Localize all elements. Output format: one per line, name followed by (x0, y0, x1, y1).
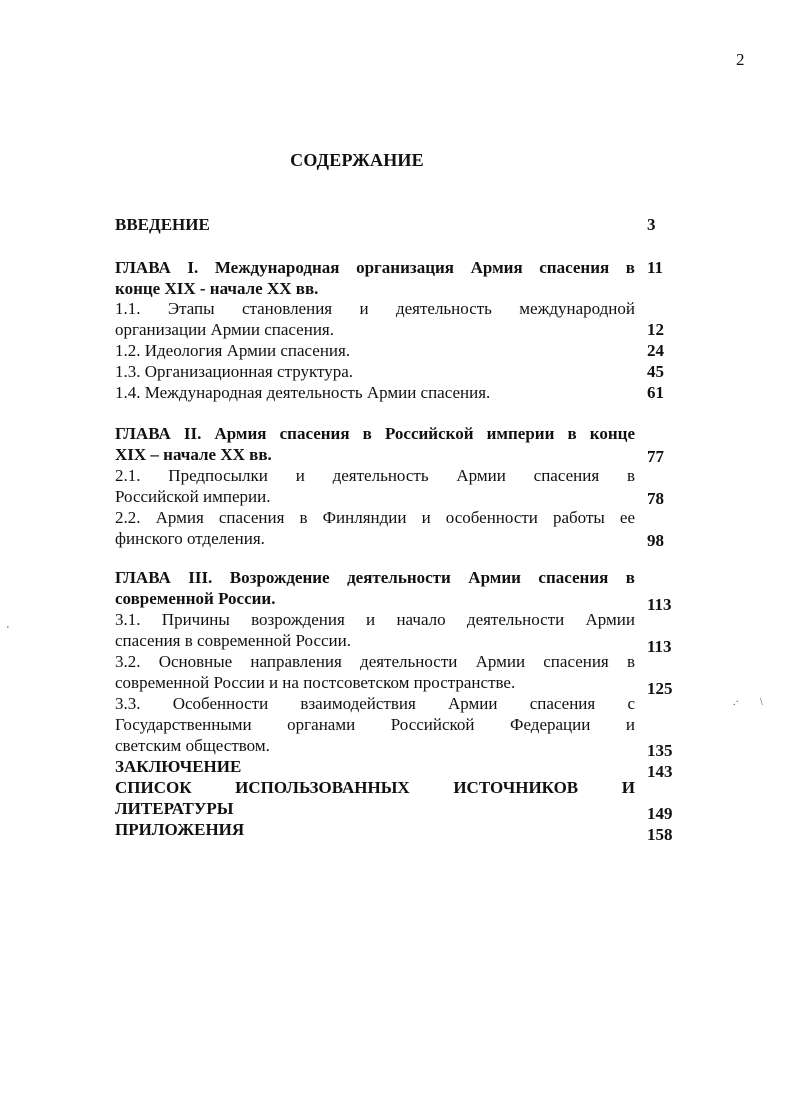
toc-chapter2-title-line1: ГЛАВА II. Армия спасения в Российской империи в конце (115, 424, 635, 443)
toc-sources-line1: СПИСОК ИСПОЛЬЗОВАННЫХ ИСТОЧНИКОВ И (115, 778, 635, 797)
toc-section-3-3-line3: светским обществом. (115, 736, 270, 755)
toc-chapter2-title-line2: XIX – начале XX вв. (115, 445, 272, 464)
toc-intro-label: ВВЕДЕНИЕ (115, 215, 210, 234)
toc-section-3-2-page: 125 (647, 679, 673, 698)
toc-section-3-3-page: 135 (647, 741, 673, 760)
toc-section-3-2-line1: 3.2. Основные направления деятельности Армии спасения в (115, 652, 635, 671)
toc-section-1-1-page: 12 (647, 320, 664, 339)
toc-section-1-4: 1.4. Международная деятельность Армии спасения. (115, 383, 491, 402)
toc-sources-page: 149 (647, 804, 673, 823)
toc-conclusion-page: 143 (647, 762, 673, 781)
toc-section-1-1-line2: организации Армии спасения. (115, 320, 334, 339)
toc-appendix-page: 158 (647, 825, 673, 844)
toc-section-2-1-line2: Российской империи. (115, 487, 271, 506)
toc-section-1-2-page: 24 (647, 341, 664, 360)
toc-section-3-2-line2: современной России и на постсоветском пространстве. (115, 673, 516, 692)
toc-section-3-1-line2: спасения в современной России. (115, 631, 351, 650)
scan-speck: \ (760, 697, 763, 708)
toc-appendix-label: ПРИЛОЖЕНИЯ (115, 820, 245, 839)
toc-intro-page: 3 (647, 215, 656, 234)
toc-chapter1-title-line2: конце XIX - начале XX вв. (115, 279, 319, 298)
toc-section-2-2-line1: 2.2. Армия спасения в Финляндии и особенности работы ее (115, 508, 635, 527)
page-title: СОДЕРЖАНИЕ (290, 150, 424, 170)
toc-section-2-2-page: 98 (647, 531, 664, 550)
toc-section-1-2: 1.2. Идеология Армии спасения. (115, 341, 351, 360)
toc-section-1-1-line1: 1.1. Этапы становления и деятельность международной (115, 299, 635, 318)
toc-chapter3-page: 113 (647, 595, 672, 614)
toc-section-2-1-page: 78 (647, 489, 664, 508)
toc-section-3-1-page: 113 (647, 637, 672, 656)
toc-chapter1-title-line1: ГЛАВА I. Международная организация Армия спасения в (115, 258, 635, 277)
toc-section-1-4-page: 61 (647, 383, 664, 402)
toc-section-3-3-line1: 3.3. Особенности взаимодействия Армии спасения с (115, 694, 635, 713)
scan-speck: .· (733, 697, 739, 708)
toc-sources-line2: ЛИТЕРАТУРЫ (115, 799, 234, 818)
toc-chapter2-page: 77 (647, 447, 664, 466)
toc-section-2-2-line2: финского отделения. (115, 529, 265, 548)
toc-section-2-1-line1: 2.1. Предпосылки и деятельность Армии спасения в (115, 466, 635, 485)
toc-chapter3-title-line2: современной России. (115, 589, 276, 608)
page-number: 2 (736, 50, 745, 69)
toc-section-3-3-line2: Государственными органами Российской Федерации и (115, 715, 635, 734)
toc-chapter3-title-line1: ГЛАВА III. Возрождение деятельности Армии спасения в (115, 568, 635, 587)
toc-section-3-1-line1: 3.1. Причины возрождения и начало деятельности Армии (115, 610, 635, 629)
toc-section-1-3-page: 45 (647, 362, 664, 381)
toc-chapter1-page: 11 (647, 258, 664, 277)
toc-section-1-3: 1.3. Организационная структура. (115, 362, 353, 381)
toc-conclusion-label: ЗАКЛЮЧЕНИЕ (115, 757, 242, 776)
scan-speck: ' (7, 625, 9, 636)
